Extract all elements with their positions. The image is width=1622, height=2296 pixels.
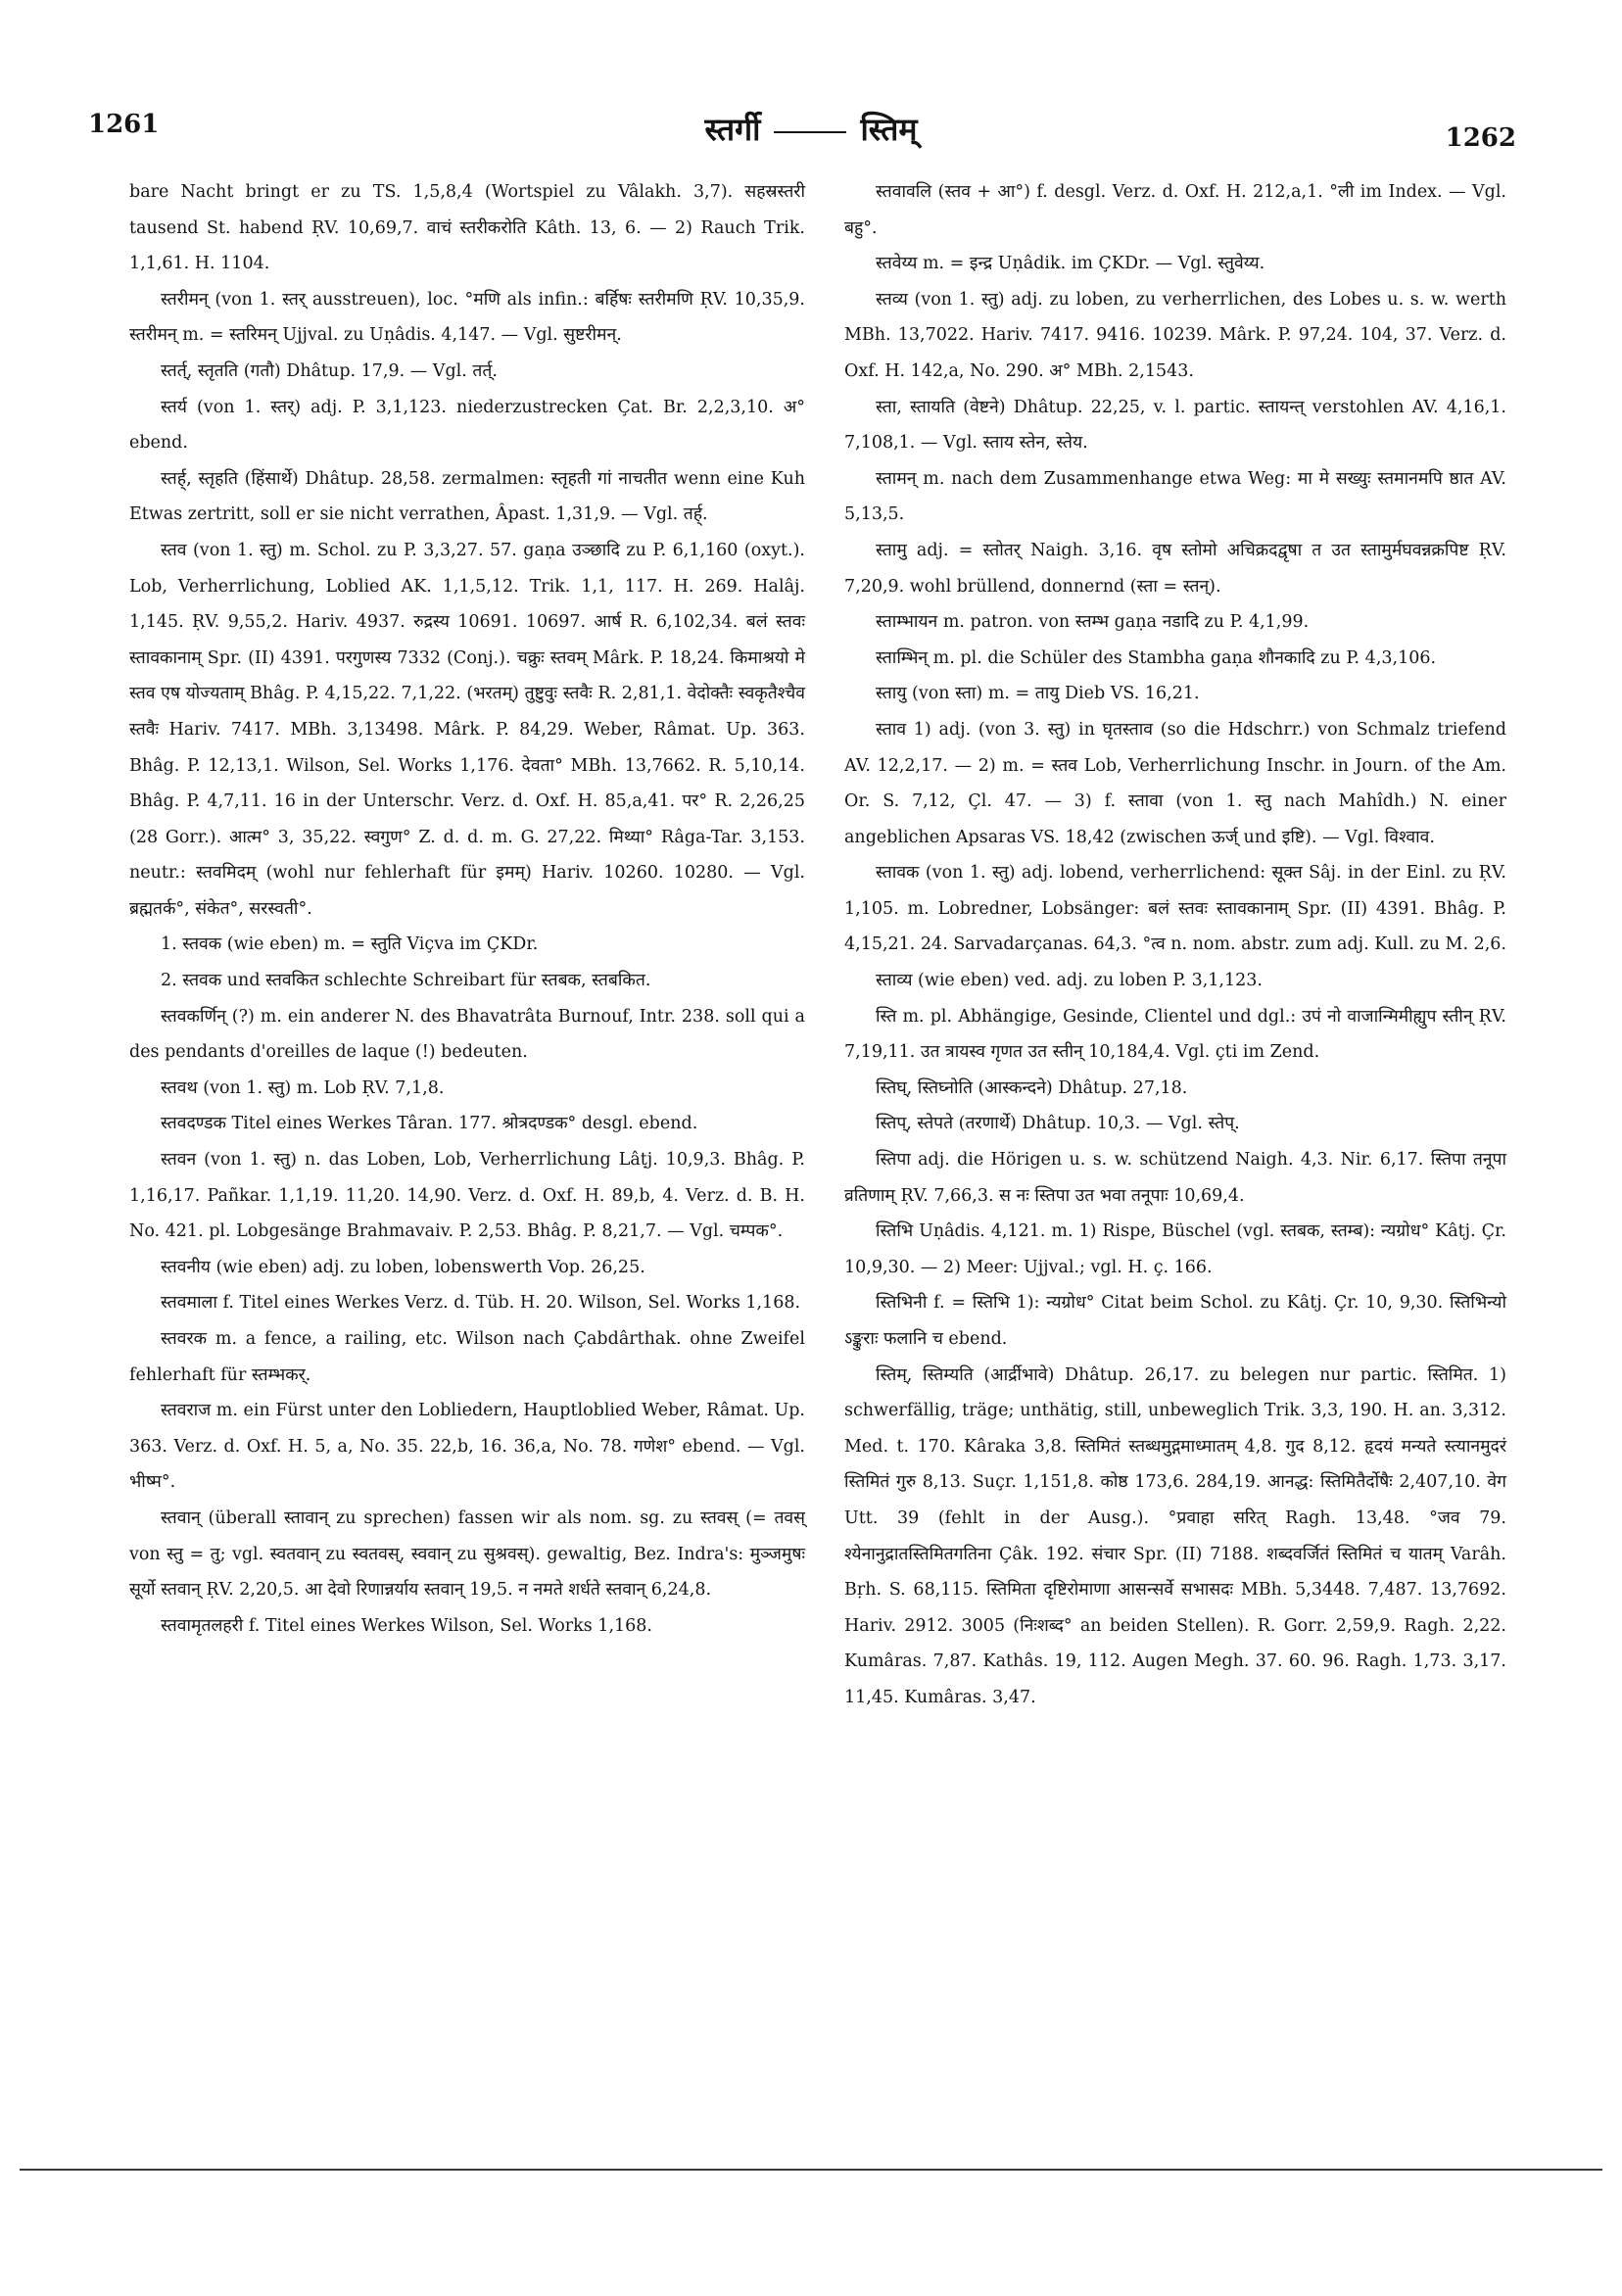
dictionary-entry: स्ताव्य (wie eben) ved. adj. zu loben P. 3,1,123. [876, 971, 1263, 991]
dictionary-entry: स्तवावलि (स्तव + आ°) f. desgl. Verz. d. Oxf. H. 212,a,1. °ली im Index. — Vgl. बहु°. [844, 182, 1506, 238]
running-head-dash [774, 131, 846, 133]
dictionary-entry: स्तिपा adj. die Hörigen u. s. w. schützend Naigh. 4,3. Nir. 6,17. स्तिपा तनूपा व्रतिणाम् ṚV. 7,66,3. स नः स्तिपा उत भवा तनूपाः 10,69,4. [844, 1150, 1506, 1206]
dictionary-entry: स्तवथ (von 1. स्तु) m. Lob ṚV. 7,1,8. [161, 1077, 445, 1098]
dictionary-entry: स्तवमाला f. Titel eines Werkes Verz. d. Tüb. H. 20. Wilson, Sel. Works 1,168. [161, 1293, 801, 1314]
dictionary-entry: स्तवकर्णिन् (?) m. ein anderer N. des Bhavatrâta Burnouf, Intr. 238. soll qui a des pendants d'oreilles de laque (!) bedeuten. [129, 1006, 805, 1063]
dictionary-entry: bare Nacht bringt er zu TS. 1,5,8,4 (Wortspiel zu Vâlakh. 3,7). सहस्रस्तरी tausend St. habend ṚV. 10,69,7. वाचं स्तरीकरोति Kâth. 13, 6. — 2) Rauch Trik. 1,1,61. H. 1104. [129, 182, 805, 274]
dictionary-entry: स्तिम्, स्तिम्यति (आर्द्रीभावे) Dhâtup. 26,17. zu belegen nur partic. स्तिमित. 1) schwerfällig, träge; unthätig, still, unbeweglich Trik. 3,3, 190. H. an. 3,312. Med. t. 170. Kâraka 3,8. स्तिमितं स्तब्धमुद्गमाध्मातम् 4,8. गुद 8,12. हृदयं मन्यते स्त्यानमुदरं स्तिमितं गुरु 8,13. Suçr. 1,151,8. कोष्ठ 173,6. 284,19. आनद्ध: स्तिमितैर्दोषैः 2,407,10. वेग Utt. 39 (fehlt in der Ausg.). °प्रवाहा सरित् Ragh. 13,48. °जव 79. श्येनानुद्रातस्तिमितगतिना Çâk. 192. संचार Spr. (II) 7188. शब्दवर्जितं स्तिमितं च यातम् Varâh. Bṛh. S. 68,115. स्तिमिता दृष्टिरोमाणा आसन्सर्वे सभासदः MBh. 5,3448. 7,487. 13,7692. Hariv. 2912. 3005 (निःशब्द° an beiden Stellen). R. Gorr. 2,59,9. Ragh. 2,22. Kumâras. 7,87. Kathâs. 19, 112. Augen Megh. 37. 60. 96. Ragh. 1,73. 3,17. 11,45. Kumâras. 3,47. [844, 1364, 1506, 1707]
dictionary-entry: स्तिभि Uṇâdis. 4,121. m. 1) Rispe, Büschel (vgl. स्तबक, स्तम्ब): न्यग्रोध° Kâtj. Çr. 10,9,30. — 2) Meer: Ujjval.; vgl. H. ç. 166. [844, 1221, 1506, 1277]
dictionary-entry: स्तव (von 1. स्तु) m. Schol. zu P. 3,3,27. 57. gaṇa उञ्छादि zu P. 6,1,160 (oxyt.). Lob, Verherrlichung, Loblied AK. 1,1,5,12. Trik. 1,1, 117. H. 269. Halâj. 1,145. ṚV. 9,55,2. Hariv. 4937. रुद्रस्य 10691. 10697. आर्ष R. 6,102,34. बलं स्तवः स्तावकानाम् Spr. (II) 4391. परगुणस्य 7332 (Conj.). चक्रुः स्तवम् Mârk. P. 18,24. किमाश्रयो मे स्तव एष योज्यताम् Bhâg. P. 4,15,22. 7,1,22. (भरतम्) तुष्टुवुः स्तवैः R. 2,81,1. वेदोक्तैः स्वकृतैश्चैव स्तवैः Hariv. 7417. MBh. 3,13498. Mârk. P. 84,29. Weber, Râmat. Up. 363. Bhâg. P. 12,13,1. Wilson, Sel. Works 1,176. देवता° MBh. 13,7662. R. 5,10,14. Bhâg. P. 4,7,11. 16 in der Unterschr. Verz. d. Oxf. H. 85,a,41. पर° R. 2,26,25 (28 Gorr.). आत्म° 3, 35,22. स्वगुण° Z. d. d. m. G. 27,22. मिथ्या° Râga-Tar. 3,153. neutr.: स्तवमिदम् (wohl nur fehlerhaft für इमम्) Hariv. 10260. 10280. — Vgl. ब्रह्मतर्क°, संकेत°, सरस्वती°. [129, 540, 805, 919]
running-head-last: स्तिम् [860, 111, 918, 148]
dictionary-entry: स्तवदण्डक Titel eines Werkes Târan. 177. श्रोत्रदण्डक° desgl. ebend. [161, 1114, 698, 1134]
dictionary-entry: स्ताव 1) adj. (von 3. स्तु) in घृतस्ताव (so die Hdschrr.) von Schmalz triefend AV. 12,2,17. — 2) m. = स्तव Lob, Verherrlichung Inschr. in Journ. of the Am. Or. S. 7,12, Çl. 47. — 3) f. स्तावा (von 1. स्तु nach Mahîdh.) N. einer angeblichen Apsaras VS. 18,42 (zwischen ऊर्ज् und इष्टि). — Vgl. विश्वाव. [844, 719, 1506, 847]
dictionary-entry: स्तिप्, स्तेपते (तरणार्थे) Dhâtup. 10,3. — Vgl. स्तेप्. [876, 1114, 1240, 1134]
running-head [0, 108, 1622, 150]
dictionary-entry: स्तवरक m. a fence, a railing, etc. Wilson nach Çabdârthak. ohne Zweifel fehlerhaft für स्तम्भकर्. [129, 1329, 805, 1385]
dictionary-entry: स्तव्य (von 1. स्तु) adj. zu loben, zu verherrlichen, des Lobes u. s. w. werth MBh. 13,7022. Hariv. 7417. 9416. 10239. Mârk. P. 97,24. 104, 37. Verz. d. Oxf. H. 142,a, No. 290. अ° MBh. 2,1543. [844, 289, 1506, 381]
left-column [129, 174, 805, 1644]
page-number-right: 1262 [1445, 123, 1516, 153]
dictionary-entry: स्तवन (von 1. स्तु) n. das Loben, Lob, Verherrlichung Lâṭj. 10,9,3. Bhâg. P. 1,16,17. Pañkar. 1,1,19. 11,20. 14,90. Verz. d. Oxf. H. 89,b, 4. Verz. d. B. H. No. 421. pl. Lobgesänge Brahmavaiv. P. 2,53. Bhâg. P. 8,21,7. — Vgl. चम्पक°. [129, 1150, 805, 1242]
dictionary-entry: स्ताम्भायन m. patron. von स्तम्भ gaṇa नडादि zu P. 4,1,99. [876, 612, 1310, 633]
dictionary-entry: स्तावक (von 1. स्तु) adj. lobend, verherrlichend: सूक्त Sâj. in der Einl. zu ṚV. 1,105. m. Lobredner, Lobsänger: बलं स्तवः स्तावकानाम् Spr. (II) 4391. Bhâg. P. 4,15,21. 24. Sarvadarçanas. 64,3. °त्व n. nom. abstr. zum adj. Kull. zu M. 2,6. [844, 863, 1506, 955]
dictionary-entry: स्तर्य (von 1. स्तर्) adj. P. 3,1,123. niederzustrecken Çat. Br. 2,2,3,10. अ° ebend. [129, 397, 805, 454]
dictionary-entry: स्तामु adj. = स्तोतर् Naigh. 3,16. वृष स्तोमो अचिक्रदद्वृषा त उत स्तामुर्मघवन्नक्रपिष्ट ṚV. 7,20,9. wohl brüllend, donnernd (स्ता = स्तन्). [844, 540, 1506, 597]
dictionary-entry: स्तवेय्य m. = इन्द्र Uṇâdik. im ÇKDr. — Vgl. स्तुवेय्य. [876, 254, 1265, 274]
dictionary-entry: 1. स्तवक (wie eben) m. = स्तुति Viçva im ÇKDr. [161, 934, 539, 955]
dictionary-entry: स्ता, स्तायति (वेष्टने) Dhâtup. 22,25, v. l. partic. स्तायन्त् verstohlen AV. 4,16,1. 7,108,1. — Vgl. स्ताय स्तेन, स्तेय. [844, 397, 1506, 454]
dictionary-entry: स्ताम्भिन् m. pl. die Schüler des Stambha gaṇa शौनकादि zu P. 4,3,106. [876, 647, 1437, 668]
dictionary-entry: स्तरीमन् (von 1. स्तर् ausstreuen), loc. °मणि als infin.: बर्हिषः स्तरीमणि ṚV. 10,35,9. स्तरीमन् m. = स्तरिमन् Ujjval. zu Uṇâdis. 4,147. — Vgl. सुष्टरीमन्. [129, 289, 805, 346]
dictionary-entry: स्तवनीय (wie eben) adj. zu loben, lobenswerth Vop. 26,25. [161, 1257, 645, 1277]
dictionary-entry: स्तवान् (überall स्तावान् zu sprechen) fassen wir als nom. sg. zu स्तवस् (= तवस् von स्तु = तु; vgl. स्वतवान् zu स्वतवस्, स्ववान् zu सुश्रवस्). gewaltig, Bez. Indra's: मुञ्जमुषः सूर्यो स्तवान् ṚV. 2,20,5. आ देवो रिणान्नर्याय स्तवान् 19,5. न नमते शर्धते स्तवान् 6,24,8. [129, 1507, 805, 1601]
right-column [844, 174, 1506, 1716]
dictionary-entry: स्तवराज m. ein Fürst unter den Lobliedern, Hauptloblied Weber, Râmat. Up. 363. Verz. d. Oxf. H. 5, a, No. 35. 22,b, 16. 36,a, No. 78. गणेश° ebend. — Vgl. भीष्म°. [129, 1401, 805, 1493]
running-head-first: स्तर्गी [704, 111, 761, 148]
page-number-left: 1261 [88, 110, 160, 139]
dictionary-entry: 2. स्तवक und स्तवकित schlechte Schreibart für स्तबक, स्तबकित. [161, 971, 651, 991]
dictionary-entry: स्तिघ्, स्तिघ्नोति (आस्कन्दने) Dhâtup. 27,18. [876, 1077, 1188, 1098]
dictionary-entry: स्तर्ह्, स्तृहति (हिंसार्थे) Dhâtup. 28,58. zermalmen: स्तृहती गां नाचतीत wenn eine Kuh Etwas zertritt, soll er sie nicht verrathen, Âpast. 1,31,9. — Vgl. तर्ह्. [129, 468, 805, 525]
dictionary-entry: स्तर्त्, स्तृतति (गतौ) Dhâtup. 17,9. — Vgl. तर्त्. [161, 360, 498, 381]
dictionary-entry: स्तायु (von स्ता) m. = तायु Dieb VS. 16,21. [876, 684, 1200, 704]
dictionary-entry: स्तवामृतलहरी f. Titel eines Werkes Wilson, Sel. Works 1,168. [161, 1615, 652, 1636]
dictionary-entry: स्तिभिनी f. = स्तिभि 1): न्यग्रोध° Citat beim Schol. zu Kâtj. Çr. 10, 9,30. स्तिभिन्यो ऽङ्कुराः फलानि च ebend. [844, 1293, 1506, 1349]
bottom-rule [20, 2169, 1602, 2171]
dictionary-entry: स्ति m. pl. Abhängige, Gesinde, Clientel und dgl.: उपं नो वाजान्मिमीह्युप स्तीन् ṚV. 7,19,11. उत त्रायस्व गृणत उत स्तीन् 10,184,4. Vgl. çti im Zend. [844, 1006, 1506, 1063]
dictionary-entry: स्तामन् m. nach dem Zusammenhange etwa Weg: मा मे सख्युः स्तमानमपि ष्ठात AV. 5,13,5. [844, 468, 1506, 525]
